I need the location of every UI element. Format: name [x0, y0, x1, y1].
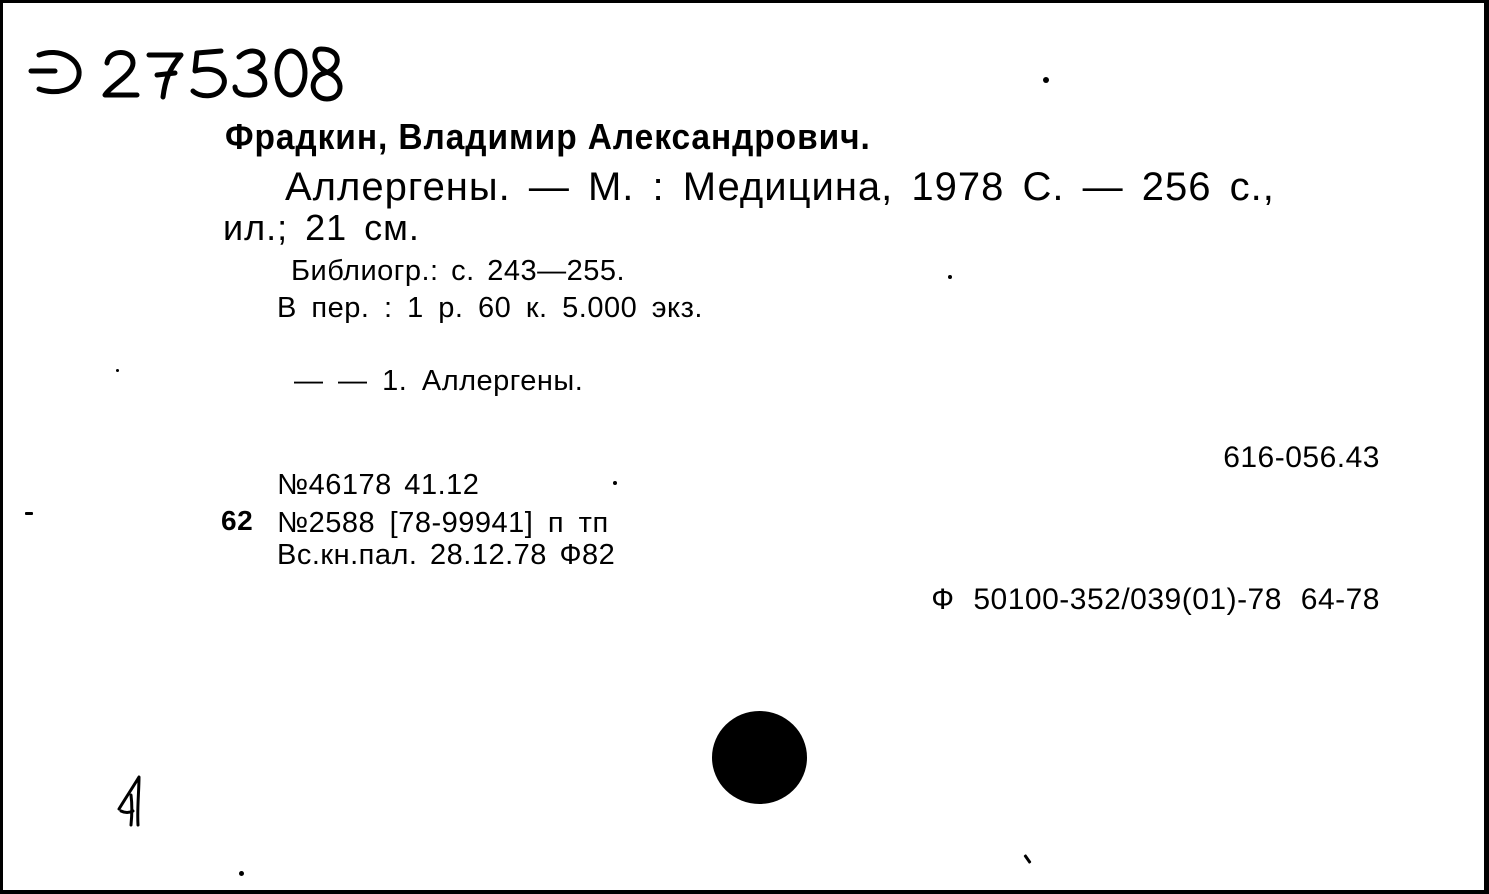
- subject-heading: — — 1. Аллергены.: [294, 365, 584, 397]
- accession-line-2: №2588 [78-99941] п тп: [277, 507, 609, 539]
- title-imprint-line: Аллергены. — М. : Медицина, 1978 С. — 256 с.,: [285, 165, 1275, 209]
- scan-speck: [25, 512, 33, 515]
- accession-line-3: Вс.кн.пал. 28.12.78 Ф82: [277, 539, 616, 571]
- scan-speck: [1023, 854, 1031, 864]
- author-name: Фрадкин, Владимир Александрович.: [225, 116, 871, 157]
- udc-code: 616-056.43: [1223, 441, 1380, 474]
- catalog-code: Ф 50100-352/039(01)-78 64-78: [931, 583, 1380, 616]
- bibliography-note: Библиогр.: с. 243—255.: [291, 255, 626, 287]
- handwritten-copy-number: [111, 773, 151, 831]
- scan-speck: [116, 369, 119, 372]
- accession-line-1: №46178 41.12: [277, 469, 480, 501]
- handwritten-call-number: [25, 41, 345, 103]
- scan-speck: [948, 275, 952, 279]
- punch-hole: [712, 711, 807, 804]
- scan-speck: [1043, 77, 1049, 83]
- scan-speck: [613, 481, 617, 485]
- accession-line-2-prefix: 62: [221, 505, 254, 536]
- physical-description: ил.; 21 см.: [223, 207, 420, 248]
- binding-price-print-run: В пер. : 1 р. 60 к. 5.000 экз.: [277, 292, 703, 324]
- scan-speck: [239, 871, 244, 876]
